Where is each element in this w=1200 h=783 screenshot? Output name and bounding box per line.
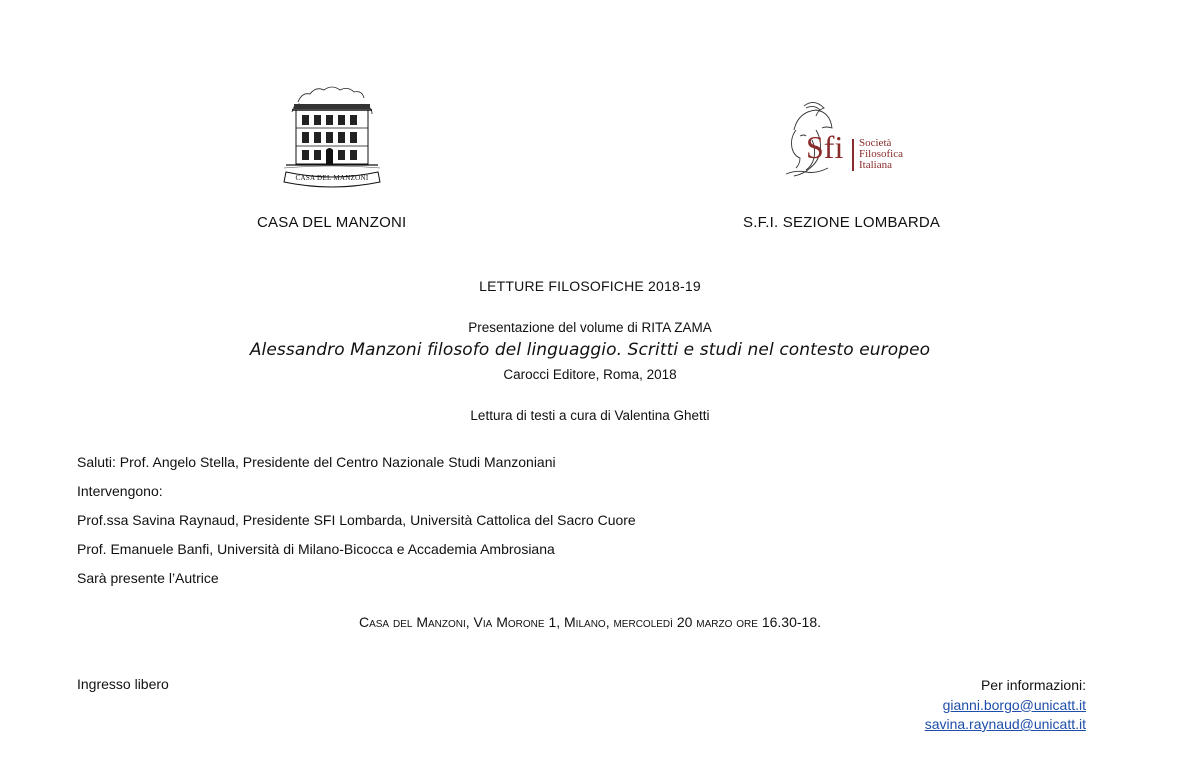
speaker-line: Prof.ssa Savina Raynaud, Presidente SFI Lombarda, Università Cattolica del Sacro Cuore [77,512,636,528]
event-series: LETTURE FILOSOFICHE 2018-19 [479,278,701,294]
book-title: Alessandro Manzoni filosofo del linguaggio. Scritti e studi nel contesto europeo [249,340,931,360]
event-venue [0,614,1180,630]
book-publisher: Carocci Editore, Roma, 2018 [503,367,677,382]
logo-banner-text: CASA DEL MANZONI [295,174,369,182]
right-org-name: S.F.I. SEZIONE LOMBARDA [743,214,941,231]
speakers-list [77,448,636,593]
building-engraving-icon [280,82,384,188]
reading-credit: Lettura di testi a cura di Valentina Ghetti [470,408,710,423]
venue-text: Casa del Manzoni, Via Morone 1, Milano, mercoledì 20 marzo ore 16.30-18. [358,614,821,630]
sfi-logo [776,100,912,184]
casa-del-manzoni-logo [280,82,384,188]
speaker-line: Sarà presente l’Autrice [77,570,219,586]
email-link-borgo[interactable]: gianni.borgo@unicatt.it [942,696,1086,713]
entry-note: Ingresso libero [77,676,169,692]
sfi-monogram: Sfi [806,129,844,165]
speaker-line: Saluti: Prof. Angelo Stella, Presidente del Centro Nazionale Studi Manzoniani [77,454,556,470]
speaker-line: Intervengono: [77,483,163,499]
info-contacts [925,676,1086,735]
info-label: Per informazioni: [980,677,1086,693]
sfi-line-2: Filosofica [859,148,903,160]
sfi-line-3: Italiana [859,159,892,171]
sfi-divider [852,139,854,171]
speaker-line: Prof. Emanuele Banfi, Università di Milano-Bicocca e Accademia Ambrosiana [77,541,555,557]
email-link-raynaud[interactable]: savina.raynaud@unicatt.it [924,716,1086,732]
left-org-name: CASA DEL MANZONI [257,214,407,231]
event-presentation: Presentazione del volume di RITA ZAMA [468,320,712,335]
sfi-line-1: Società [859,137,892,149]
